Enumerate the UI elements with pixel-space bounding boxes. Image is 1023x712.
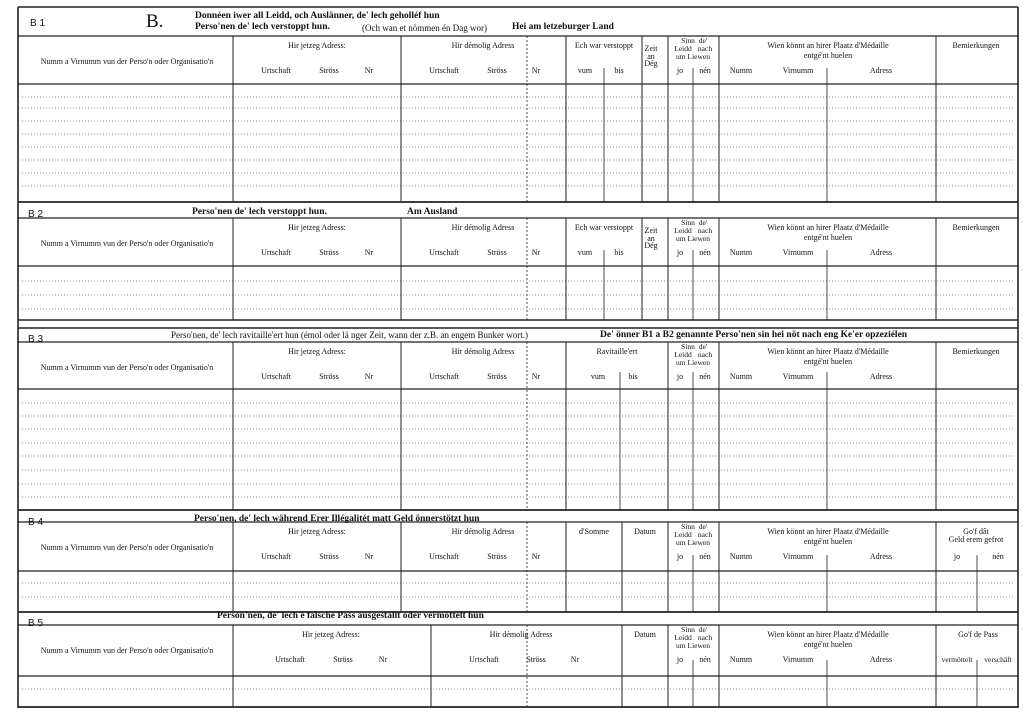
b5-pass-header: Go'f de Pass [958, 630, 998, 639]
section-b4-title: Perso'nen, de' lech während Erer Illégalitét matt Geld önnerstötzt hun [194, 514, 480, 524]
b1-time-header-1: Zeit [644, 44, 658, 53]
b5-medal-address-header: Adress [869, 655, 893, 664]
b4-repaid-no-header: nén [992, 552, 1004, 561]
b5-alive-header-1: Sinn [681, 625, 695, 634]
b3-alive-header-2: de' [698, 342, 708, 351]
b2-current-town-header: Urtschaft [261, 248, 291, 257]
b4-alive-header-5: um Liewen [676, 538, 710, 547]
b5-alive-yes-header: jo [676, 655, 684, 664]
b1-current-street-header: Ströss [319, 66, 339, 75]
b3-medal-address-header: Adress [869, 372, 893, 381]
form-title-line1: Donnéen iwer all Leidd, och Auslänner, de' lech geholléf hun [195, 11, 440, 21]
b2-hidden-header: Ech war verstoppt [574, 223, 634, 232]
b5-pass-procured-header: verschâft [984, 655, 1012, 664]
b3-medal-name-header: Numm [729, 372, 753, 381]
b3-current-street-header: Ströss [319, 372, 339, 381]
b5-medal-firstname-header: Virnumm [782, 655, 814, 664]
b2-alive-header-5: um Liewen [676, 234, 710, 243]
b1-medal-name-header: Numm [729, 66, 753, 75]
b1-former-town-header: Urtschaft [429, 66, 459, 75]
b3-former-address-header: Hir démolig Adress [451, 347, 515, 356]
b3-name-column-header: Numm a Virnumm vun der Perso'n oder Organisatio'n [40, 363, 214, 372]
b5-alive-header-4: nach [697, 633, 713, 642]
b1-medal-header-1: Wien könnt an hirer Plaatz d'Médaille [767, 41, 889, 50]
b5-former-address-header: Hir démolig Adress [489, 630, 553, 639]
b4-alive-header-3: Leidd [674, 530, 692, 539]
b1-alive-header-5: um Liewen [676, 52, 710, 61]
b4-alive-no-header: nén [699, 552, 711, 561]
b4-medal-firstname-header: Virnumm [782, 552, 814, 561]
b2-former-town-header: Urtschaft [429, 248, 459, 257]
b4-medal-address-header: Adress [869, 552, 893, 561]
b3-supplied-to-header: bis [628, 372, 638, 381]
b1-time-header-2: an [647, 52, 655, 61]
section-b2-title: Perso'nen de' lech verstoppt hun. [192, 207, 327, 217]
b1-medal-address-header: Adress [869, 66, 893, 75]
b2-hidden-from-header: vum [577, 248, 593, 257]
b2-medal-firstname-header: Virnumm [782, 248, 814, 257]
b4-sum-header: d'Somme [579, 527, 609, 536]
b4-current-town-header: Urtschaft [261, 552, 291, 561]
section-b3-label: B 3 [28, 334, 44, 345]
b2-time-header-3: Dég [644, 241, 658, 250]
b1-alive-header-3: Leidd [674, 44, 692, 53]
form-title-note: (Och wan et nömmen én Dag wor) [362, 23, 487, 33]
b1-remarks-header: Bemierkungen [952, 41, 1000, 50]
b3-current-nr-header: Nr [364, 372, 374, 381]
b3-alive-header-5: um Liewen [676, 358, 710, 367]
b4-repaid-header-1: Go'f dât [963, 527, 989, 536]
b3-remarks-header: Bemierkungen [952, 347, 1000, 356]
b4-medal-header-2: entgé'nt huelen [803, 537, 853, 546]
b2-name-column-header: Numm a Virnumm vun der Perso'n oder Organisatio'n [40, 239, 214, 248]
b3-former-nr-header: Nr [531, 372, 541, 381]
b3-medal-firstname-header: Virnumm [782, 372, 814, 381]
b3-alive-no-header: nén [699, 372, 711, 381]
b4-alive-header-4: nach [697, 530, 713, 539]
b3-alive-header-4: nach [697, 350, 713, 359]
b1-current-address-header: Hir jetzeg Adress: [288, 41, 346, 50]
b5-current-street-header: Ströss [333, 655, 353, 664]
b4-repaid-yes-header: jo [953, 552, 961, 561]
b4-alive-header-2: de' [698, 522, 708, 531]
section-b2-label: B 2 [28, 209, 44, 220]
b4-medal-header-1: Wien könnt an hirer Plaatz d'Médaille [767, 527, 889, 536]
b2-medal-header-2: entgé'nt huelen [803, 233, 853, 242]
b5-alive-no-header: nén [699, 655, 711, 664]
b3-alive-header-3: Leidd [674, 350, 692, 359]
b2-alive-header-4: nach [697, 226, 713, 235]
b3-supplied-header: Ravitaille'ert [596, 347, 638, 356]
b3-alive-yes-header: jo [676, 372, 684, 381]
b3-medal-header-2: entgé'nt huelen [803, 357, 853, 366]
b5-date-header: Datum [634, 630, 656, 639]
b1-hidden-header: Ech war verstoppt [574, 41, 634, 50]
section-b2-location: Am Ausland [407, 207, 458, 217]
b1-alive-header-1: Sinn [681, 36, 695, 45]
b2-current-nr-header: Nr [364, 248, 374, 257]
b3-medal-header-1: Wien könnt an hirer Plaatz d'Médaille [767, 347, 889, 356]
b1-alive-header-4: nach [697, 44, 713, 53]
b2-former-address-header: Hir démolig Adress [451, 223, 515, 232]
b5-name-column-header: Numm a Virnumm vun der Perso'n oder Organisatio'n [40, 646, 214, 655]
form-title-line2: Perso'nen de' lech verstoppt hun. [195, 22, 330, 32]
b3-former-street-header: Ströss [487, 372, 507, 381]
b4-current-street-header: Ströss [319, 552, 339, 561]
b2-alive-yes-header: jo [676, 248, 684, 257]
b5-former-town-header: Urtschaft [469, 655, 499, 664]
b5-current-nr-header: Nr [378, 655, 388, 664]
b2-current-address-header: Hir jetzeg Adress: [288, 223, 346, 232]
b5-current-address-header: Hir jetzeg Adress: [302, 630, 360, 639]
b4-current-address-header: Hir jetzeg Adress: [288, 527, 346, 536]
b2-alive-header-2: de' [698, 218, 708, 227]
b1-former-address-header: Hir démolig Adress [451, 41, 515, 50]
form-letter: B. [146, 11, 164, 32]
b4-repaid-header-2: Geld erem gefrot [948, 535, 1004, 544]
section-b5-title: Person'nen, de' lech é falsche Pass ausgestallt oder vermöttelt hun [217, 611, 484, 621]
b2-time-header-1: Zeit [644, 226, 658, 235]
b2-alive-no-header: nén [699, 248, 711, 257]
b5-medal-header-1: Wien könnt an hirer Plaatz d'Médaille [767, 630, 889, 639]
b3-current-town-header: Urtschaft [261, 372, 291, 381]
b1-alive-header-2: de' [698, 36, 708, 45]
b2-alive-header-3: Leidd [674, 226, 692, 235]
b2-remarks-header: Bemierkungen [952, 223, 1000, 232]
b2-former-nr-header: Nr [531, 248, 541, 257]
b2-time-header-2: an [647, 234, 655, 243]
b2-medal-address-header: Adress [869, 248, 893, 257]
b5-current-town-header: Urtschaft [275, 655, 305, 664]
b4-current-nr-header: Nr [364, 552, 374, 561]
b1-alive-yes-header: jo [676, 66, 684, 75]
b1-medal-firstname-header: Virnumm [782, 66, 814, 75]
section-b4-label: B 4 [28, 517, 44, 528]
b3-supplied-from-header: vum [590, 372, 606, 381]
b4-alive-yes-header: jo [676, 552, 684, 561]
b4-date-header: Datum [634, 527, 656, 536]
b1-former-nr-header: Nr [531, 66, 541, 75]
b2-medal-header-1: Wien könnt an hirer Plaatz d'Médaille [767, 223, 889, 232]
b4-former-address-header: Hir démolig Adress [451, 527, 515, 536]
b4-alive-header-1: Sinn [681, 522, 695, 531]
b1-former-street-header: Ströss [487, 66, 507, 75]
b5-alive-header-3: Leidd [674, 633, 692, 642]
b4-name-column-header: Numm a Virnumm vun der Perso'n oder Organisatio'n [40, 543, 214, 552]
b5-former-street-header: Ströss [526, 655, 546, 664]
b2-alive-header-1: Sinn [681, 218, 695, 227]
b1-hidden-from-header: vum [577, 66, 593, 75]
b5-former-nr-header: Nr [570, 655, 580, 664]
b4-medal-name-header: Numm [729, 552, 753, 561]
b1-name-column-header: Numm a Virnumm vun der Perso'n oder Organisatio'n [40, 57, 214, 66]
section-b1-label: B 1 [30, 18, 46, 29]
b2-hidden-to-header: bis [614, 248, 624, 257]
b5-alive-header-2: de' [698, 625, 708, 634]
b3-former-town-header: Urtschaft [429, 372, 459, 381]
form-title-location: Hei am letzeburger Land [512, 22, 614, 32]
b5-alive-header-5: um Liewen [676, 641, 710, 650]
b3-alive-header-1: Sinn [681, 342, 695, 351]
section-b3-note: De' önner B1 a B2 genannte Perso'nen sin hei nöt nach eng Ke'er opzeziélen [600, 330, 908, 340]
section-b5-label: B 5 [28, 618, 44, 629]
b4-former-street-header: Ströss [487, 552, 507, 561]
section-b3-title: Perso'nen, de' lech ravitaille'ert hun (émol oder lä nger Zeit, wann der z.B. an engem Bunker wort.) [171, 330, 528, 340]
b2-current-street-header: Ströss [319, 248, 339, 257]
b1-time-header-3: Dég [644, 59, 658, 68]
b2-medal-name-header: Numm [729, 248, 753, 257]
b1-hidden-to-header: bis [614, 66, 624, 75]
b1-alive-no-header: nén [699, 66, 711, 75]
b4-former-nr-header: Nr [531, 552, 541, 561]
b4-former-town-header: Urtschaft [429, 552, 459, 561]
b3-current-address-header: Hir jetzeg Adress: [288, 347, 346, 356]
b1-current-town-header: Urtschaft [261, 66, 291, 75]
b1-medal-header-2: entgé'nt huelen [803, 51, 853, 60]
b5-pass-mediated-header: vermöttelt [941, 655, 973, 664]
b5-medal-name-header: Numm [729, 655, 753, 664]
b5-medal-header-2: entgé'nt huelen [803, 640, 853, 649]
b1-current-nr-header: Nr [364, 66, 374, 75]
b2-former-street-header: Ströss [487, 248, 507, 257]
